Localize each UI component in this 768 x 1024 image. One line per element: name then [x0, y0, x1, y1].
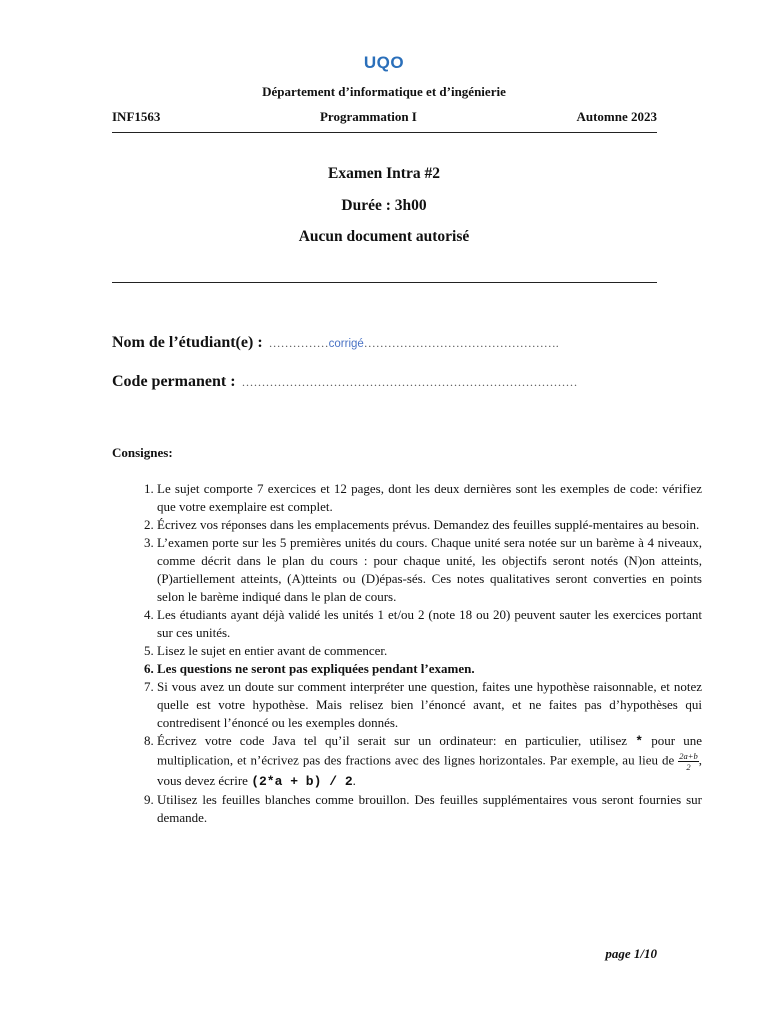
- course-info-row: [112, 109, 657, 125]
- student-name-value[interactable]: corrigé: [328, 338, 364, 350]
- instructions-list: [112, 480, 702, 827]
- permanent-code-field[interactable]: [112, 373, 578, 391]
- uqo-logo: UQO: [363, 53, 405, 72]
- instructions-title: Consignes:: [112, 445, 173, 460]
- exam-title: Examen Intra #2: [328, 165, 440, 182]
- course-code: INF1563: [112, 109, 161, 124]
- permanent-code-label: Code permanent :: [112, 373, 236, 390]
- student-name-field[interactable]: [112, 334, 559, 352]
- instruction-item: 5. Lisez le sujet en entier avant de commencer.: [157, 642, 702, 660]
- instruction8-part3: , vous devez écrire: [157, 752, 703, 788]
- instruction-item: 9. Utilisez les feuilles blanches comme brouillon. Des feuilles supplémentaires vous seront fournies sur demande.: [157, 791, 702, 827]
- exam-duration: Durée : 3h00: [341, 197, 427, 214]
- term: Automne 2023: [576, 109, 657, 124]
- instruction8-end: .: [352, 773, 356, 788]
- department-name: Département d’informatique et d’ingénierie: [262, 84, 506, 99]
- instruction-item: 6. Les questions ne seront pas expliquées pendant l’examen.: [157, 660, 702, 678]
- fraction-example: [678, 751, 699, 772]
- fraction-denominator: 2: [686, 762, 691, 772]
- instruction-item: 4. Les étudiants ayant déjà validé les unités 1 et/ou 2 (note 18 ou 20) peuvent sauter les exercices portant sur ces unités.: [157, 606, 702, 642]
- instruction8-part2: pour une multiplication, et n’écrivez pas des fractions avec des lignes horizontales. Par exemple, au lieu de: [157, 733, 703, 768]
- exam-documents: Aucun document autorisé: [298, 228, 470, 245]
- star-operator: *: [635, 734, 644, 749]
- instruction8-part1: Écrivez votre code Java tel qu’il serait sur un ordinateur: en particulier, utilisez: [157, 733, 627, 748]
- code-example: (2*a + b) / 2: [251, 774, 353, 789]
- instruction-item: 3. L’examen porte sur les 5 premières unités du cours. Chaque unité sera notée sur un barème à 4 niveaux, comme décrit dans le plan du cours : pour chaque unité, les objectifs seront notés (N)on atteints, (P)artiellement atteints, (A)tteints ou (D)épas-sés. Ces notes qualitatives seront converties en points selon le barème indiqué dans le plan de cours.: [157, 534, 702, 606]
- course-name: Programmation I: [319, 109, 417, 124]
- permanent-code-dots: …………………………………………………………………………: [241, 375, 578, 389]
- student-name-label: Nom de l’étudiant(e) :: [112, 334, 263, 351]
- fraction-numerator: 2a+b: [679, 751, 698, 761]
- name-dots-after: ………………………………………….: [363, 336, 559, 350]
- header-divider: [112, 132, 657, 133]
- instruction-item: 7. Si vous avez un doute sur comment interpréter une question, faites une hypothèse raisonnable, et notez quelle est votre hypothèse. Mais relisez bien l’énoncé avant, et ne faites pas d’hypothèses qui contredisent l’énoncé ou les exemples donnés.: [157, 678, 702, 732]
- instruction-item: 1. Le sujet comporte 7 exercices et 12 pages, dont les deux dernières sont les exemples de code: vérifiez que votre exemplaire est complet.: [157, 480, 702, 516]
- instruction-item-code: [157, 732, 702, 791]
- title-divider: [112, 282, 657, 283]
- instruction-item: 2. Écrivez vos réponses dans les emplacements prévus. Demandez des feuilles supplé-mentaires au besoin.: [157, 516, 702, 534]
- name-dots-before: ……………: [268, 336, 329, 350]
- page-number: page 1/10: [605, 946, 657, 961]
